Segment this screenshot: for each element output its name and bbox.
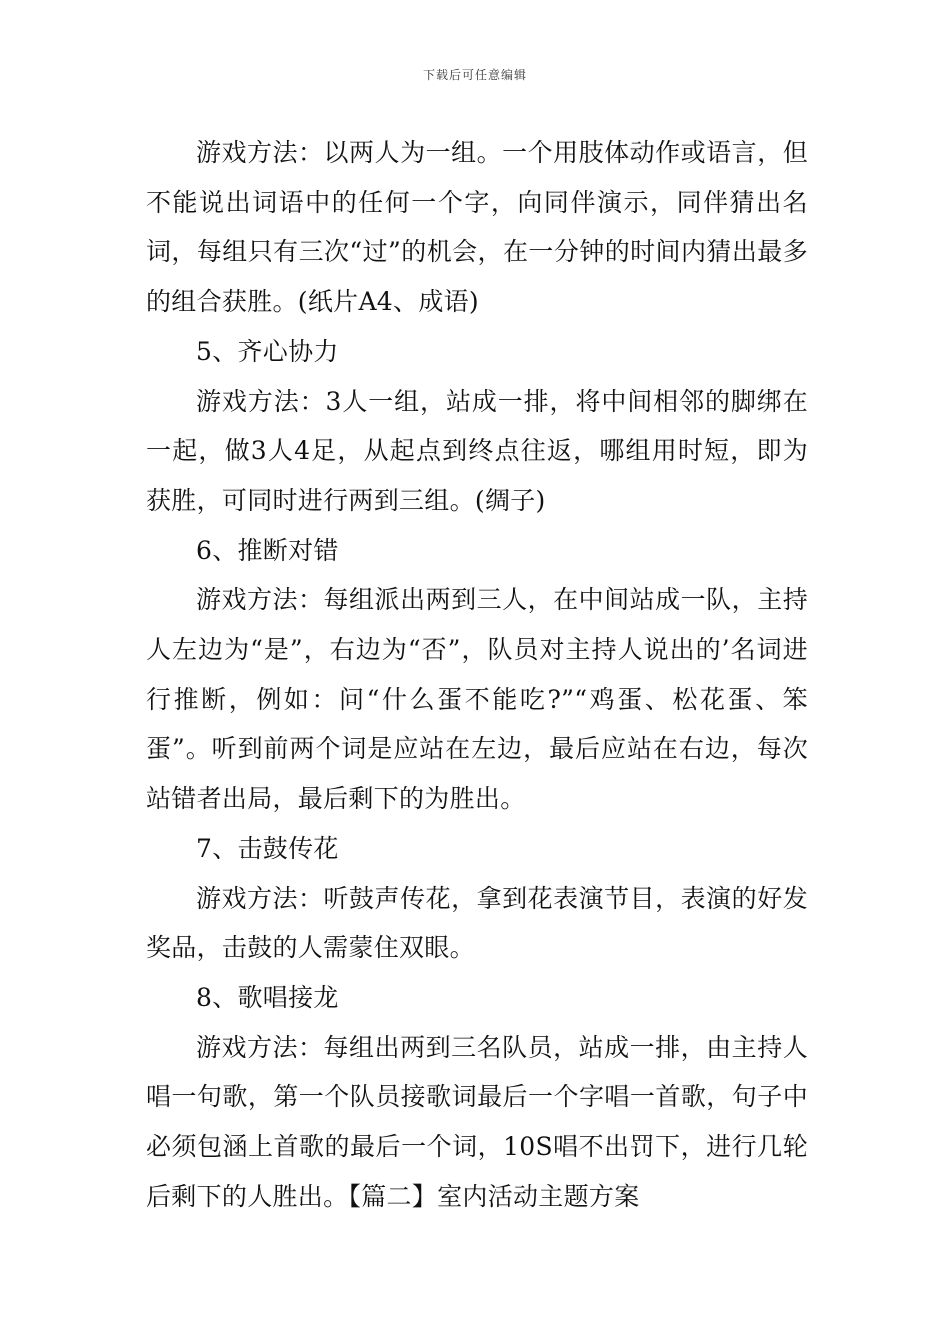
heading-item-5: 5、齐心协力 <box>196 336 339 366</box>
document-body <box>146 128 808 1221</box>
heading-item-8: 8、歌唱接龙 <box>196 982 339 1012</box>
paragraph-game-rules-5: 游戏方法：3人一组，站成一排，将中间相邻的脚绑在一起，做3人4足，从起点到终点往返，哪组用时短，即为获胜，可同时进行两到三组。(绸子) <box>146 386 808 515</box>
heading-item-7: 7、击鼓传花 <box>196 833 339 863</box>
paragraph-game-rules-7: 游戏方法：听鼓声传花，拿到花表演节目，表演的好发奖品，击鼓的人需蒙住双眼。 <box>146 883 808 963</box>
page-header: 下载后可任意编辑 <box>422 68 527 82</box>
heading-item-6: 6、推断对错 <box>196 535 339 565</box>
paragraph-game-rules-6: 游戏方法：每组派出两到三人，在中间站成一队，主持人左边为“是”，右边为“否”，队员对主持人说出的’名词进行推断，例如：问“什么蛋不能吃?”“鸡蛋、松花蛋、笨蛋”。听到前两个词是应站在左边，最后应站在右边，每次站错者出局，最后剩下的为胜出。 <box>146 585 808 814</box>
paragraph-game-rules-8: 游戏方法：每组出两到三名队员，站成一排，由主持人唱一句歌，第一个队员接歌词最后一个字唱一首歌，句子中必须包涵上首歌的最后一个词，10S唱不出罚下，进行几轮后剩下的人胜出。【篇二】室内活动主题方案 <box>146 1032 808 1211</box>
paragraph-game-rules-4: 游戏方法：以两人为一组。一个用肢体动作或语言，但不能说出词语中的任何一个字，向同伴演示，同伴猜出名词，每组只有三次“过”的机会，在一分钟的时间内猜出最多的组合获胜。(纸片A4、成语) <box>146 138 808 317</box>
